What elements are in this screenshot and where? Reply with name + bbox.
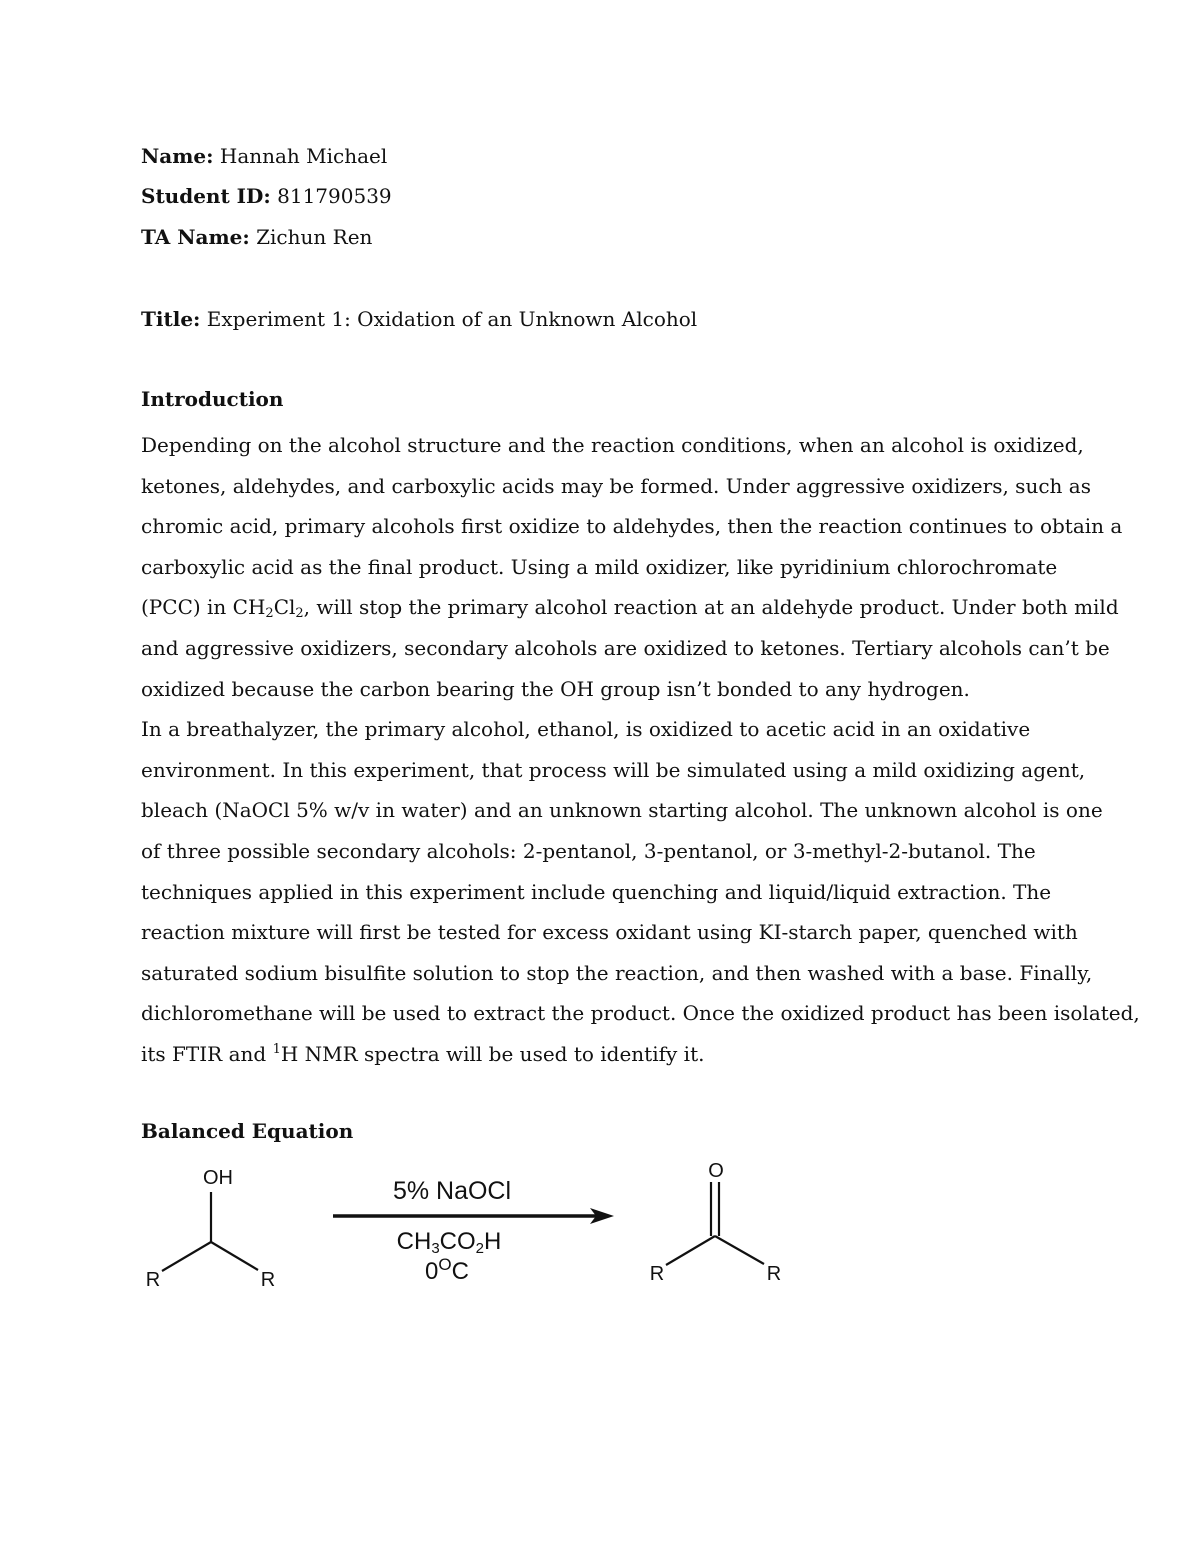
name-field — [141, 142, 387, 170]
introduction-heading: Introduction — [141, 387, 284, 411]
name-label: Name: — [141, 144, 214, 168]
reactant-r-right: R — [260, 1269, 276, 1291]
reaction-scheme — [0, 1150, 1200, 1300]
reactant-bond-left — [162, 1242, 211, 1271]
title-value: Experiment 1: Oxidation of an Unknown Alcohol — [206, 307, 698, 331]
intro-line: Depending on the alcohol structure and the reaction conditions, when an alcohol is oxidized, — [141, 433, 1084, 457]
product-r-right: R — [766, 1263, 782, 1285]
intro-line: carboxylic acid as the final product. Using a mild oxidizer, like pyridinium chlorochromate — [141, 554, 1058, 579]
student-id-label: Student ID: — [141, 184, 271, 208]
ta-name-field — [141, 223, 372, 251]
intro-line: environment. In this experiment, that process will be simulated using a mild oxidizing agent, — [141, 757, 1086, 782]
intro-line: oxidized because the carbon bearing the OH group isn’t bonded to any hydrogen. — [141, 676, 970, 701]
title-field — [141, 305, 697, 333]
intro-line: dichloromethane will be used to extract the product. Once the oxidized product has been isolated, — [141, 1001, 1140, 1026]
reactant-oh-label: OH — [203, 1167, 233, 1189]
product-bond-right — [715, 1236, 764, 1264]
intro-line: saturated sodium bisulfite solution to stop the reaction, and then washed with a base. Finally, — [141, 960, 1093, 985]
ta-name-label: TA Name: — [141, 225, 250, 249]
product-structure — [650, 1160, 781, 1285]
reactant-structure — [146, 1167, 275, 1291]
reaction-arrow-group — [333, 1177, 614, 1285]
intro-line: bleach (NaOCl 5% w/v in water) and an unknown starting alcohol. The unknown alcohol is one — [141, 798, 1103, 823]
balanced-equation-heading: Balanced Equation — [141, 1119, 354, 1143]
introduction-body — [141, 425, 1140, 1075]
intro-line: In a breathalyzer, the primary alcohol, ethanol, is oxidized to acetic acid in an oxidative — [141, 717, 1031, 742]
product-o-label: O — [708, 1160, 724, 1182]
intro-line: chromic acid, primary alcohols first oxidize to aldehydes, then the reaction continues to obtain a — [141, 514, 1123, 539]
title-label: Title: — [141, 307, 201, 331]
reactant-bond-right — [211, 1242, 258, 1270]
student-id-value: 811790539 — [277, 184, 392, 208]
intro-line: its FTIR and $^1$H NMR spectra will be used to identify it. — [141, 1041, 705, 1066]
reagent-below: CH3CO2H — [396, 1228, 502, 1257]
reaction-temperature: $0^OC$ — [425, 1255, 469, 1285]
name-value: Hannah Michael — [219, 144, 388, 168]
intro-line: (PCC) in $CH_2Cl_2$, will stop the primary alcohol reaction at an aldehyde product. Under both mild — [141, 595, 1119, 622]
product-r-left: R — [649, 1263, 665, 1285]
intro-line: of three possible secondary alcohols: 2-pentanol, 3-pentanol, or 3-methyl-2-butanol. The — [141, 838, 1036, 863]
reactant-r-left: R — [145, 1269, 161, 1291]
ta-name-value: Zichun Ren — [256, 225, 373, 249]
intro-line: ketones, aldehydes, and carboxylic acids may be formed. Under aggressive oxidizers, such as — [141, 473, 1091, 498]
reagent-above: 5% NaOCl — [392, 1177, 512, 1205]
intro-line: techniques applied in this experiment include quenching and liquid/liquid extraction. The — [141, 879, 1052, 904]
product-bond-left — [666, 1236, 715, 1265]
student-id-field — [141, 182, 392, 210]
intro-line: and aggressive oxidizers, secondary alcohols are oxidized to ketones. Tertiary alcohols can’t be — [141, 635, 1110, 660]
intro-line: reaction mixture will first be tested for excess oxidant using KI-starch paper, quenched with — [141, 920, 1078, 945]
